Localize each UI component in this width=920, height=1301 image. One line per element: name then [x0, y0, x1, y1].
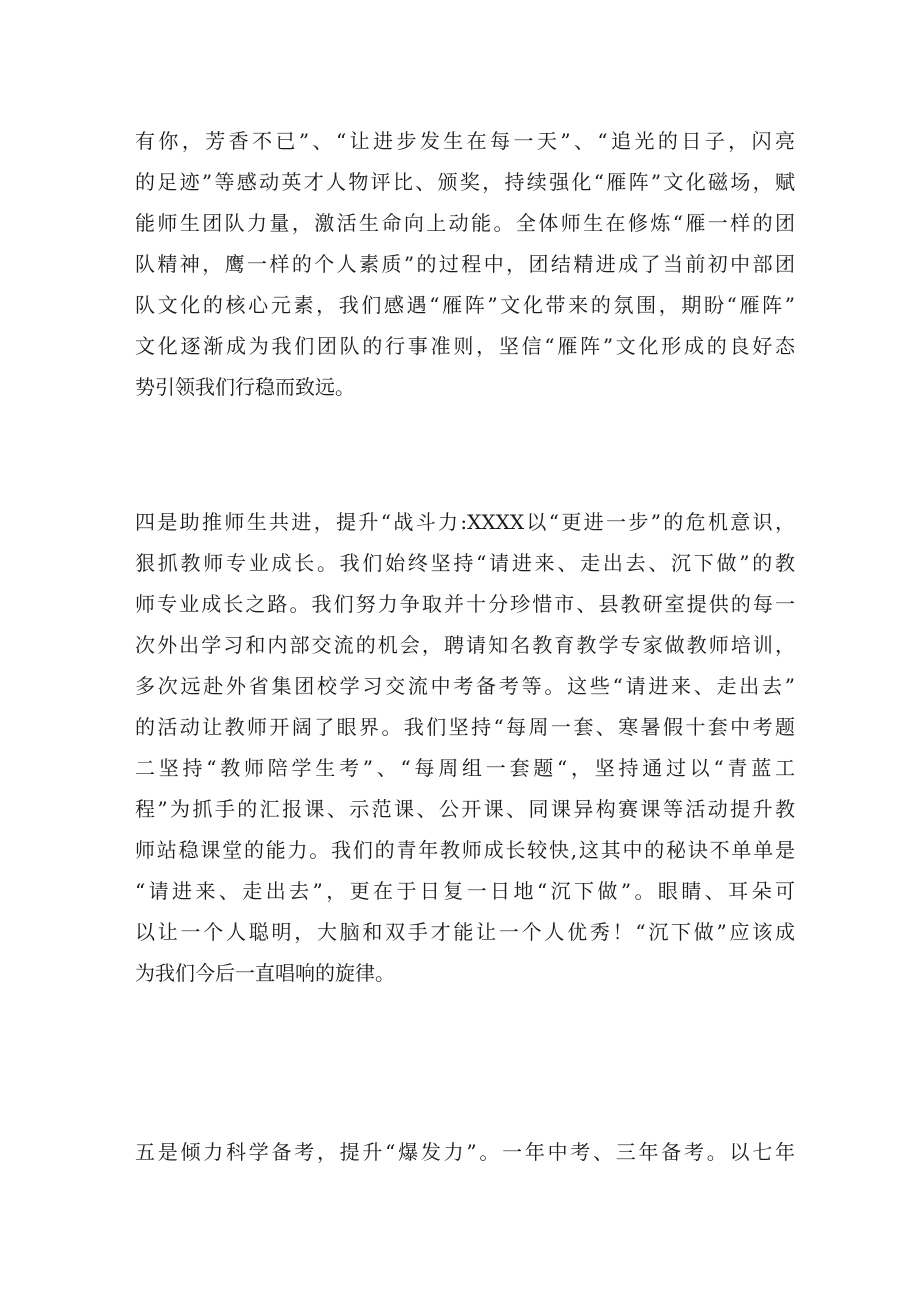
- text-line: 四是助推师生共进，提升“战斗力:XXXX以“更进一步”的危机意识，: [135, 510, 795, 534]
- text-line: 二坚持“教师陪学生考”、“每周组一套题“，坚持通过以“青蓝工: [135, 756, 795, 780]
- paragraph-teacher-growth: [135, 502, 795, 994]
- text-line: 程”为抓手的汇报课、示范课、公开课、同课异构赛课等活动提升教: [135, 797, 795, 821]
- text-line: 多次远赴外省集团校学习交流中考备考等。这些“请进来、走出去”: [135, 674, 795, 698]
- text-line: 势引领我们行稳而致远。: [135, 375, 355, 399]
- text-line: 师站稳课堂的能力。我们的青年教师成长较快,这其中的秘诀不单单是: [135, 838, 795, 862]
- text-line: 队文化的核心元素，我们感遇“雁阵”文化带来的氛围，期盼“雁阵”: [135, 293, 795, 317]
- text-line: “请进来、走出去”，更在于日复一日地“沉下做”。眼睛、耳朵可: [135, 879, 795, 903]
- text-line: 师专业成长之路。我们努力争取并十分珍惜市、县教研室提供的每一: [135, 592, 795, 616]
- text-line: 文化逐渐成为我们团队的行事准则，坚信“雁阵”文化形成的良好态: [135, 334, 795, 358]
- text-line: 以让一个人聪明，大脑和双手才能让一个人优秀！“沉下做”应该成: [135, 920, 795, 944]
- paragraph-yanzhen-culture: [135, 121, 795, 408]
- text-line: 为我们今后一直唱响的旋律。: [135, 961, 395, 985]
- text-line: 五是倾力科学备考，提升“爆发力”。一年中考、三年备考。以七年: [135, 1140, 795, 1164]
- text-line: 有你，芳香不已”、“让进步发生在每一天”、“追光的日子，闪亮: [135, 129, 795, 153]
- text-line: 次外出学习和内部交流的机会，聘请知名教育教学专家做教师培训，: [135, 633, 795, 657]
- text-line: 的活动让教师开阔了眼界。我们坚持“每周一套、寒暑假十套中考题: [135, 715, 795, 739]
- text-line: 的足迹”等感动英才人物评比、颁奖，持续强化“雁阵”文化磁场，赋: [135, 170, 795, 194]
- text-line: 队精神，鹰一样的个人素质”的过程中，团结精进成了当前初中部团: [135, 252, 795, 276]
- paragraph-exam-preparation: [135, 1132, 795, 1173]
- text-line: 狠抓教师专业成长。我们始终坚持“请进来、走出去、沉下做”的教: [135, 551, 795, 575]
- text-line: 能师生团队力量，激活生命向上动能。全体师生在修炼“雁一样的团: [135, 211, 795, 235]
